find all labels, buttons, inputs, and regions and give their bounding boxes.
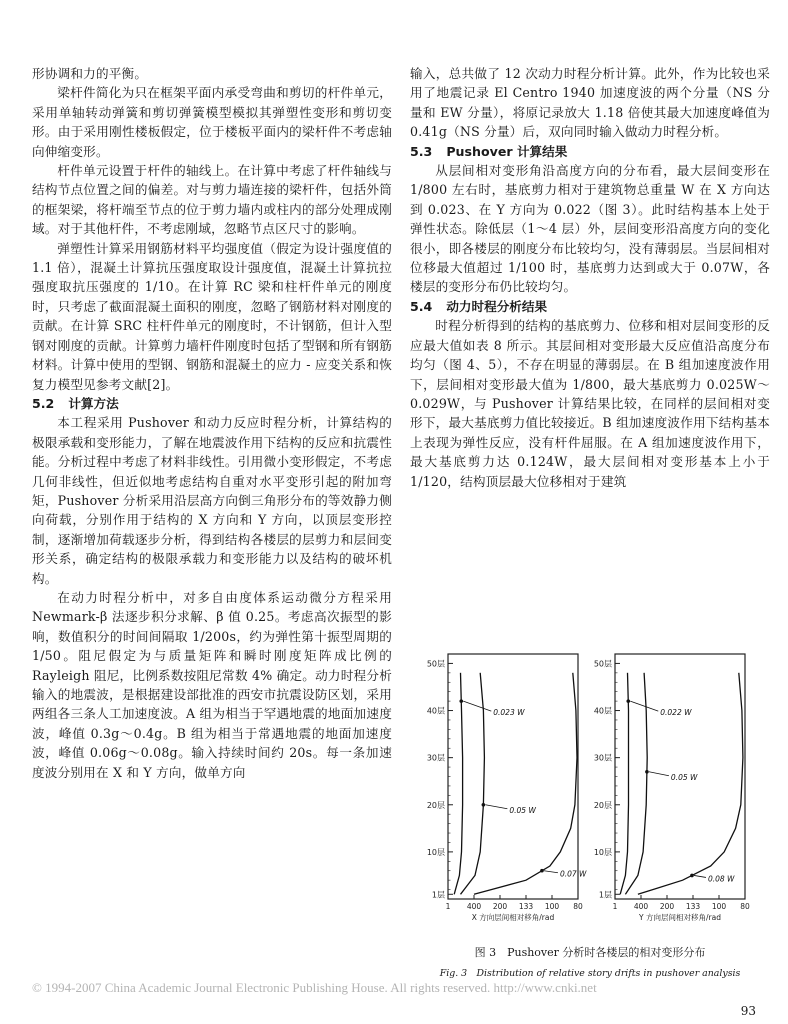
series-leader-dot [482, 803, 486, 807]
x-axis-label: X 方向层间相对移角/rad [471, 913, 555, 922]
y-tick-label: 40层 [593, 706, 612, 716]
chart-panel-1 [427, 654, 587, 922]
section-number: 5.2 [32, 395, 55, 411]
x-tick-label: 1 [445, 902, 451, 911]
series-leader [630, 701, 658, 711]
series-label: 0.07 W [559, 869, 587, 879]
series-leader [694, 875, 706, 877]
series-line [474, 673, 577, 895]
paragraph: 输入，总共做了 12 次动力时程分析计算。此外，作为比较也采用了地震记录 El Centro 1940 加速度波的两个分量（NS 分量和 EW 分量），将原记录放大 1.18 倍使其最大加速度峰值为 0.41g（NS 分量）后，双向同时输入做动力时程分析。 [410, 66, 770, 140]
y-tick-label: 10层 [593, 847, 612, 857]
series-leader-dot [626, 699, 630, 703]
x-tick-label: 80 [740, 902, 750, 911]
series-label: 0.022 W [660, 708, 692, 718]
series-leader [485, 805, 507, 809]
x-tick-label: 200 [492, 902, 508, 911]
x-tick-label: 133 [685, 902, 701, 911]
series-leader-dot [459, 699, 463, 703]
paragraph: 弹塑性计算采用钢筋材料平均强度值（假定为设计强度值的 1.1 倍），混凝土计算抗压强度取设计强度值，混凝土计算抗拉强度取抗压强度的 1/10。在计算 RC 梁和柱杆件单元的刚度时，只考虑了截面混凝土面积的刚度，忽略了钢筋材料对刚度的贡献。在计算 SRC 柱杆件单元的刚度时，不计钢筋，但计入型钢对刚度的贡献。计算剪力墙杆件刚度时包括了型钢和所有钢筋材料。计算中使用的型钢、钢筋和混凝土的应力 - 应变关系和恢复力模型见参考文献[2]。 [32, 240, 392, 392]
series-leader-dot [540, 869, 544, 873]
series-label: 0.023 W [493, 708, 525, 718]
series-line [620, 673, 628, 895]
y-tick-label: 40层 [426, 706, 445, 716]
x-tick-label: 100 [711, 902, 727, 911]
section-heading-5-3 [410, 142, 770, 161]
series-label: 0.08 W [707, 874, 735, 884]
paragraph: 梁杆件简化为只在框架平面内承受弯曲和剪切的杆件单元，采用单轴转动弹簧和剪切弹簧模型模拟其弹塑性变形和剪切变形。由于采用刚性楼板假定，位于楼板平面内的梁杆件不考虑轴向伸缩变形。 [32, 85, 392, 159]
right-column [410, 64, 770, 491]
section-heading-5-2 [32, 394, 392, 413]
x-tick-label: 133 [518, 902, 534, 911]
series-line [461, 673, 485, 895]
page-number: 93 [740, 1004, 756, 1018]
x-tick-label: 400 [633, 902, 649, 911]
left-column [32, 64, 392, 782]
section-title: 动力时程分析结果 [446, 298, 548, 314]
y-tick-label: 50层 [426, 659, 445, 669]
paragraph: 形协调和力的平衡。 [32, 66, 148, 81]
y-tick-label: 30层 [593, 753, 612, 763]
figure-caption-cn: 图 3 Pushover 分析时各楼层的相对变形分布 [474, 946, 706, 959]
x-axis-label: Y 方向层间相对移角/rad [639, 913, 721, 922]
y-tick-label: 30层 [426, 753, 445, 763]
paragraph: 本工程采用 Pushover 和动力反应时程分析，计算结构的极限承载和变形能力，了解在地震波作用下结构的反应和抗震性能。分析过程中考虑了材料非线性。引用微小变形假定，不考虑几何非线性，但近似地考虑结构自重对水平变形引起的附加弯矩，Pushover 分析采用沿层高方向倒三角形分布的等效静力侧向荷载，分别作用于结构的 X 方向和 Y 方向，以顶层变形控制，逐渐增加荷载逐步分析，得到结构各楼层的层剪力和层间变形关系，确定结构的极限承载力和变形能力以及结构的破坏机构。 [32, 415, 392, 586]
y-tick-label: 10层 [426, 847, 445, 857]
pushover-drift-charts [410, 640, 770, 945]
paragraph: 从层间相对变形角沿高度方向的分布看，最大层间变形在 1/800 左右时，基底剪力相对于建筑物总重量 W 在 X 方向达到 0.023、在 Y 方向为 0.022（图 3）。此时结构基本上处于弹性状态。除低层（1～4 层）外，层间变形沿高度方向的变化很小，即各楼层的刚度分布比较均匀，没有薄弱层。当层间相对位移最大值超过 1/100 时，基底剪力达到或大于 0.07W，各楼层的变形分布仍比较均匀。 [410, 163, 770, 295]
x-tick-label: 200 [659, 902, 675, 911]
x-tick-label: 400 [466, 902, 482, 911]
paragraph: 杆件单元设置于杆件的轴线上。在计算中考虑了杆件轴线与结构节点位置之间的偏差。对与剪力墙连接的梁杆件，包括外筒的框架梁，将杆端至节点的位于剪力墙内或柱内的部分处理成刚域。对于其他杆件，不考虑刚域，忽略节点区尺寸的影响。 [32, 163, 392, 237]
x-tick-label: 1 [612, 902, 618, 911]
figure-caption-en: Fig. 3 Distribution of relative story drifts in pushover analysis [439, 968, 741, 979]
copyright-watermark: © 1994-2007 China Academic Journal Electronic Publishing House. All rights reserved. http://www.cnki.net [32, 980, 597, 995]
series-label: 0.05 W [670, 772, 698, 782]
paragraph: 在动力时程分析中，对多自由度体系运动微分方程采用 Newmark-β 法逐步积分求解、β 值 0.25。考虑高次振型的影响，数值积分的时间间隔取 1/200s，约为弹性第十振型周期的 1/50。阻尼假定为与质量矩阵和瞬时刚度矩阵成比例的 Rayleigh 阻尼，比例系数按阻尼常数 4% 确定。动力时程分析输入的地震波，是根据建设部批准的西安市抗震设防区划，采用两组各三条人工加速度波。A 组为相当于罕遇地震的地面加速度波，峰值 0.3g～0.4g。B 组为相当于常遇地震的地面加速度波，峰值 0.06g～0.08g。输入持续时间约 20s。每一条加速度波分别用在 X 和 Y 方向，做单方向 [32, 589, 392, 780]
series-leader [649, 772, 669, 776]
series-line [638, 673, 743, 895]
y-tick-label: 1层 [598, 890, 612, 900]
series-leader [544, 871, 558, 873]
section-number: 5.4 [410, 298, 433, 314]
series-leader-dot [645, 770, 649, 774]
x-tick-label: 100 [544, 902, 560, 911]
x-tick-label: 80 [573, 902, 583, 911]
series-label: 0.05 W [509, 805, 536, 815]
series-leader [463, 701, 491, 711]
y-tick-label: 50层 [593, 659, 612, 669]
paragraph: 时程分析得到的结构的基底剪力、位移和相对层间变形的反应最大值如表 8 所示。其层间相对变形最大反应值沿高度分布均匀（图 4、5），不存在明显的薄弱层。在 B 组加速度波作用下，层间相对变形最大值为 1/800，最大基底剪力 0.025W～0.029W，与 Pushover 计算结果比较，在同样的层间相对变形下，最大基底剪力值比较接近。B 组加速度波作用下结构基本上表现为弹性反应，没有杆件屈服。在 A 组加速度波作用下，最大基底剪力达 0.124W，最大层间相对变形基本上小于 1/120，结构顶层最大位移相对于建筑 [410, 318, 770, 489]
series-leader-dot [690, 874, 694, 878]
y-tick-label: 20层 [593, 800, 612, 810]
y-tick-label: 1层 [431, 890, 445, 900]
figure-3 [410, 640, 770, 985]
series-line [454, 673, 462, 895]
chart-panel-2 [594, 654, 750, 922]
section-title: 计算方法 [68, 395, 119, 411]
section-heading-5-4 [410, 297, 770, 316]
plot-frame [448, 654, 578, 899]
section-title: Pushover 计算结果 [446, 143, 568, 159]
section-number: 5.3 [410, 143, 433, 159]
y-tick-label: 20层 [426, 800, 445, 810]
